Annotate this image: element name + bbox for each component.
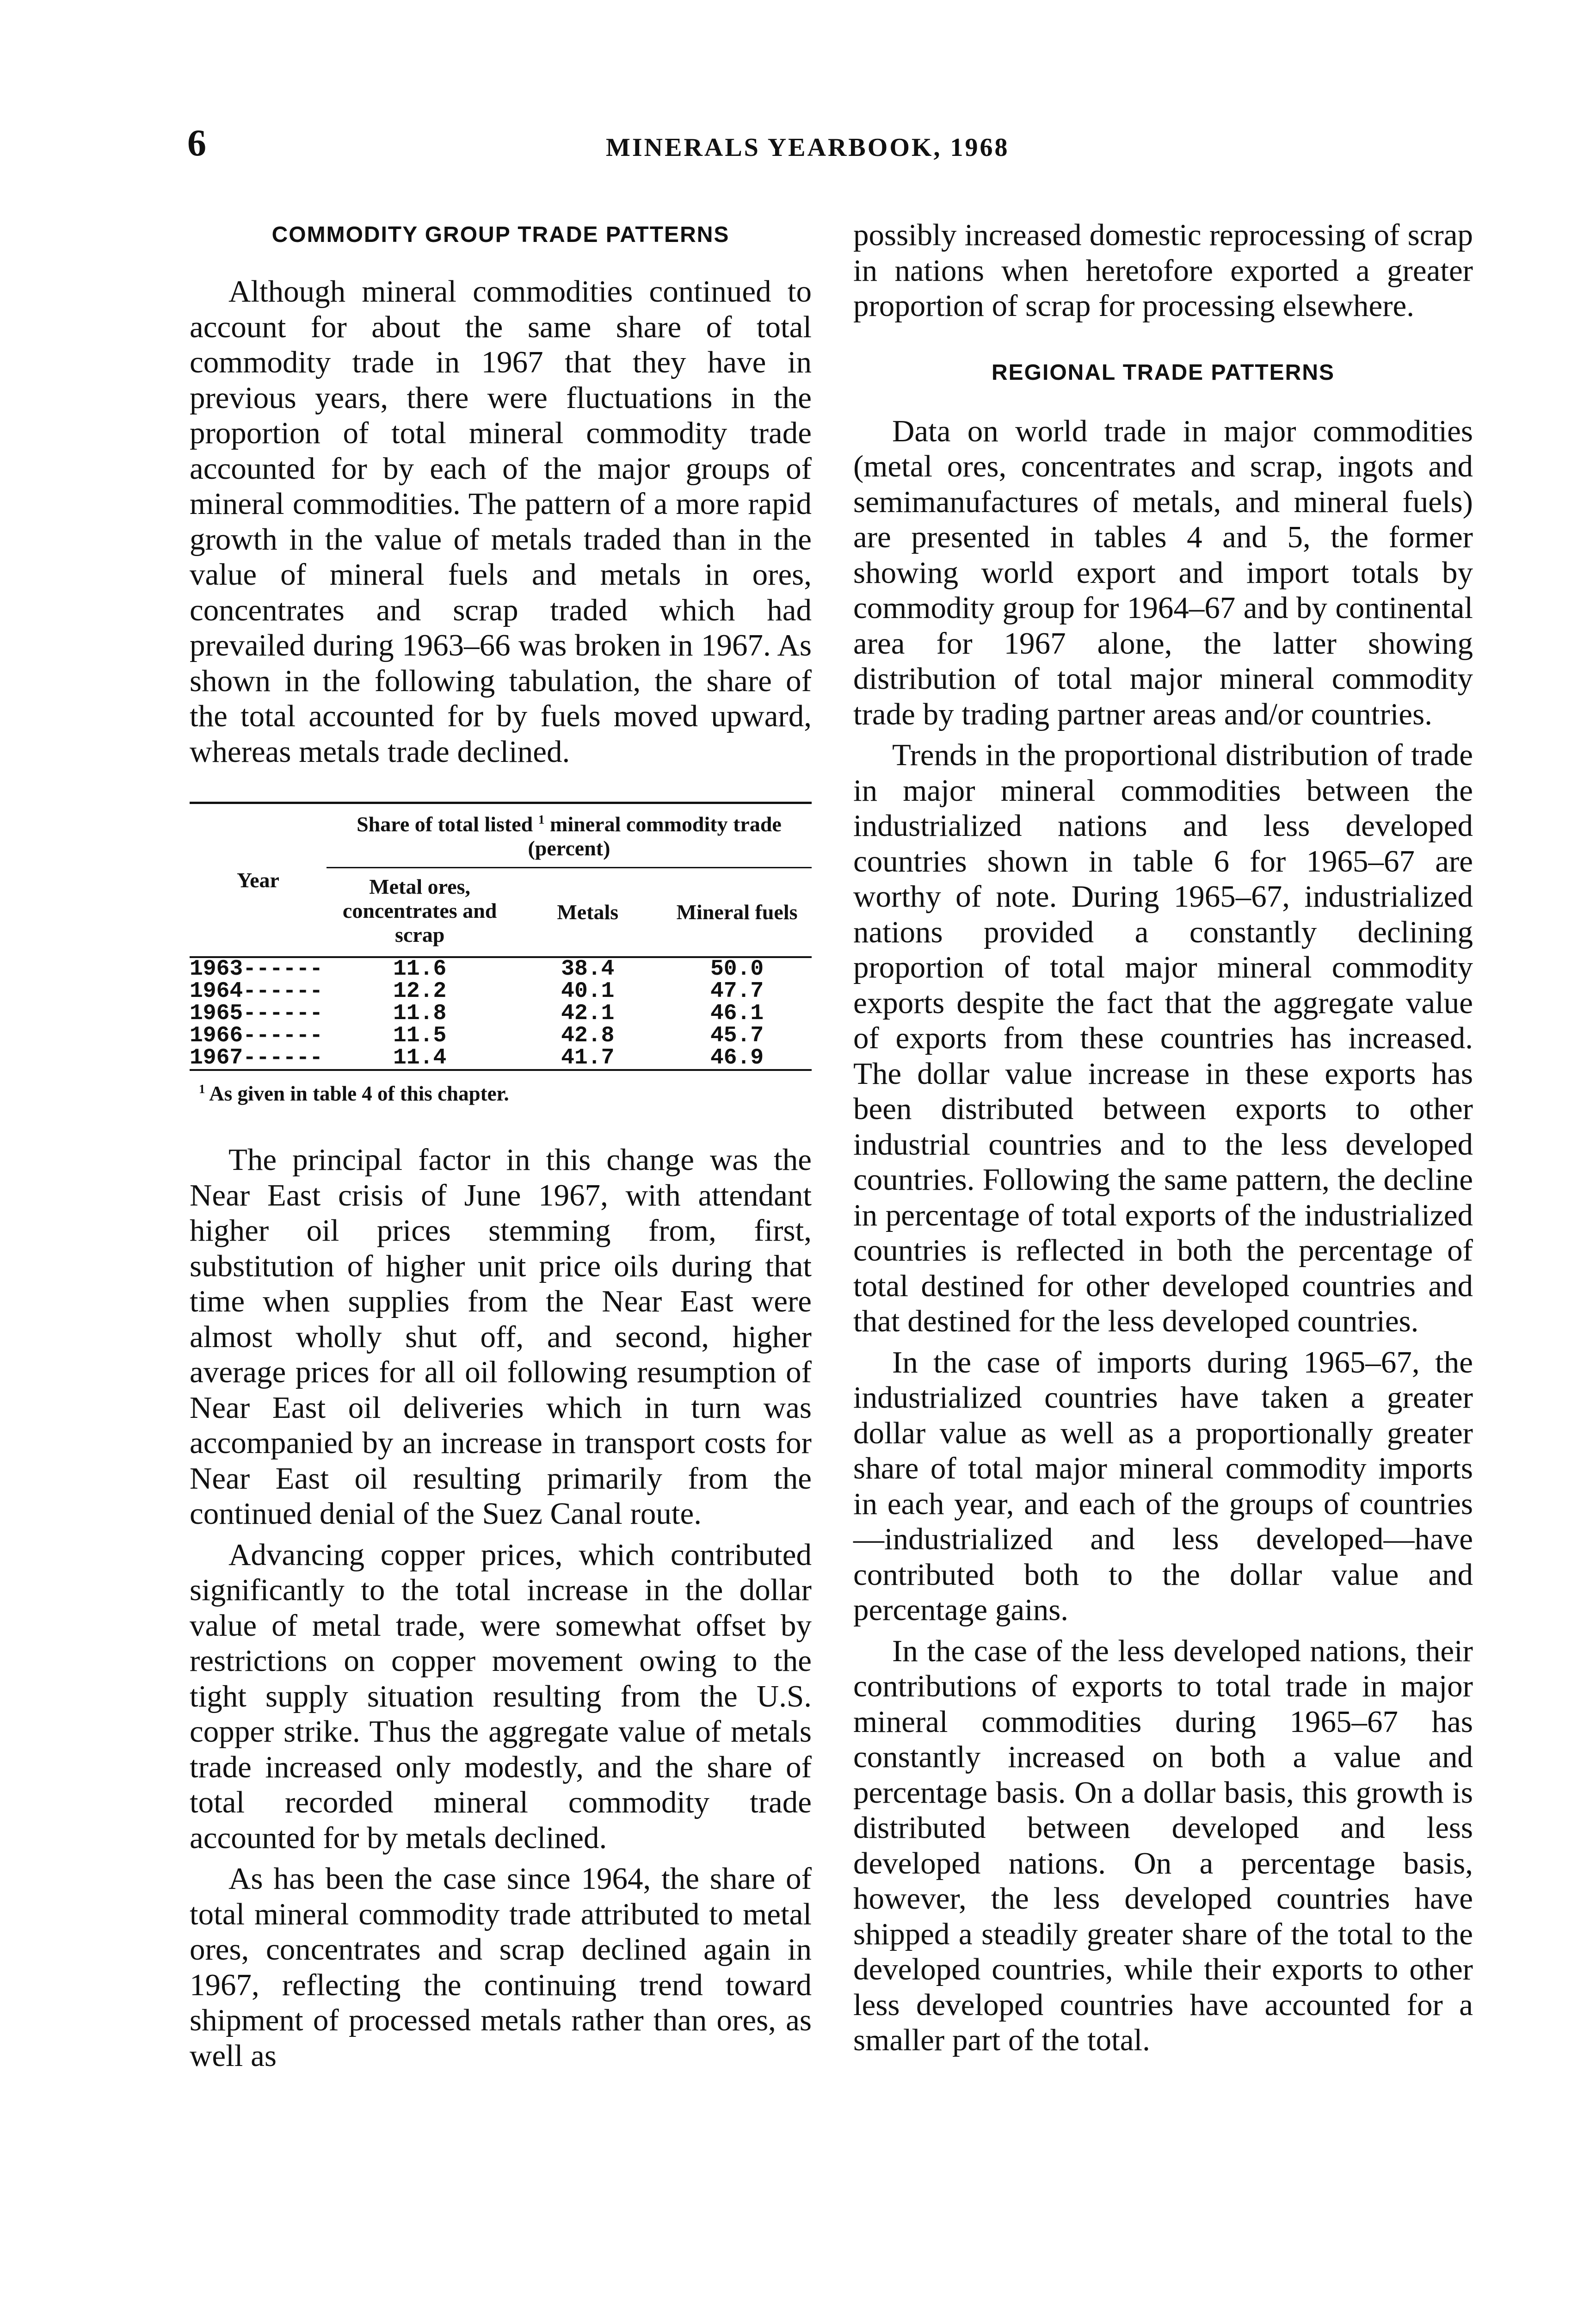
paragraph: Advancing copper prices, which contributed significantly to the total increase in the dollar value of metal trade, were somewhat offset by restrictions on copper movement owing to the tight supply situation resulting from the U.S. copper strike. Thus the aggregate value of metals trade increased only modestly, and the share of total recorded mineral commodity trade accounted for by metals declined. (190, 1537, 812, 1855)
metals-cell: 42.1 (561, 1001, 615, 1026)
paragraph: Data on world trade in major commodities (metal ores, concentrates and scrap, ingots and semimanufactures of metals, and mineral fuels) are presented in tables 4 and 5, the former showing world export and import totals by commodity group for 1964–67 and by continental area for 1967 alone, the latter showing distribution of total major mineral commodity trade by trading partner areas and/or countries. (853, 414, 1473, 731)
fuels-cell: 50.0 (710, 957, 764, 982)
running-head: MINERALS YEARBOOK, 1968 (606, 133, 1010, 162)
paragraph: Although mineral commodities continued to account for about the same share of total commodity trade in 1967 that they have in previous years, there were fluctuations in the proportion of total mineral commodity trade accounted for by each of the major groups of mineral commodities. The pattern of a more rapid growth in the value of metals traded than in the value of mineral fuels and metals in ores, concentrates and scrap traded which had prevailed during 1963–66 was broken in 1967. As shown in the following tabulation, the share of the total accounted for by fuels moved upward, whereas metals trade declined. (190, 274, 812, 769)
fuels-column-header: Mineral fuels (676, 900, 798, 924)
section-heading-commodity: COMMODITY GROUP TRADE PATTERNS (271, 223, 730, 247)
section-heading-regional: REGIONAL TRADE PATTERNS (991, 360, 1335, 385)
year-cell: 1966------ (190, 1023, 323, 1048)
table-row (190, 957, 812, 980)
year-cell: 1964------ (190, 979, 323, 1004)
left-column (190, 217, 812, 2073)
table-row (190, 980, 812, 1002)
group-header: Share of total listed $^1$ mineral commodity trade (percent) (327, 803, 812, 868)
paragraph: Trends in the proportional distribution of trade in major mineral commodities between the industrialized nations and less developed countries shown in table 6 for 1965–67 are worthy of note. During 1965–67, industrialized nations provided a constantly declining proportion of total major mineral commodity exports despite the fact that the aggregate value of exports from these countries has increased. The dollar value increase in these exports has been distributed between exports to other industrial countries and to the less developed countries. Following the same pattern, the decline in percentage of total exports of the industrialized countries is reflected in both the percentage of total destined for other developed countries and that destined for the less developed countries. (853, 738, 1473, 1338)
table-row (190, 1047, 812, 1070)
page-number: 6 (187, 122, 206, 164)
metal-ores-cell: 11.8 (393, 1001, 447, 1026)
paragraph: possibly increased domestic reprocessing of scrap in nations when heretofore exported a greater proportion of scrap for processing elsewhere. (853, 218, 1473, 323)
metals-cell: 40.1 (561, 979, 615, 1004)
metal-ores-column-header: Metal ores, concentrates and scrap (342, 875, 497, 946)
table-footnote: $^1$ As given in table 4 of this chapter. (199, 1082, 509, 1105)
metal-ores-cell: 11.4 (393, 1045, 447, 1070)
metal-ores-cell: 12.2 (393, 979, 447, 1004)
paragraph: As has been the case since 1964, the share of total mineral commodity trade attributed to metal ores, concentrates and scrap declined again in 1967, reflecting the continuing trend toward shipment of processed metals rather than ores, as well as (190, 1862, 812, 2073)
metals-cell: 41.7 (561, 1045, 615, 1070)
table-row (190, 1002, 812, 1025)
right-column (853, 217, 1473, 2058)
year-cell: 1967------ (190, 1045, 323, 1070)
year-column-header: Year (190, 803, 327, 958)
fuels-cell: 46.1 (710, 1001, 764, 1026)
metals-column-header: Metals (557, 900, 619, 924)
paragraph: In the case of the less developed nations, their contributions of exports to total trade in major mineral commodities during 1965–67 has constantly increased on both a value and percentage basis. On a dollar basis, this growth is distributed between developed and less developed nations. On a percentage basis, however, the less developed countries have shipped a steadily greater share of the total to the developed countries, while their exports to other less developed countries have accounted for a smaller part of the total. (853, 1633, 1473, 2057)
year-cell: 1965------ (190, 1001, 323, 1026)
year-cell: 1963------ (190, 957, 323, 982)
metal-ores-cell: 11.6 (393, 957, 447, 982)
table-row (190, 1025, 812, 1047)
fuels-cell: 46.9 (710, 1045, 764, 1070)
share-table (190, 802, 812, 1106)
metals-cell: 42.8 (561, 1023, 615, 1048)
footnote-marker: 1 (538, 812, 545, 827)
metal-ores-cell: 11.5 (393, 1023, 447, 1048)
fuels-cell: 47.7 (710, 979, 764, 1004)
metals-cell: 38.4 (561, 957, 615, 982)
paragraph: The principal factor in this change was the Near East crisis of June 1967, with attendant higher oil prices stemming from, first, substitution of higher unit price oils during that time when supplies from the Near East were almost wholly shut off, and second, higher average prices for all oil following resumption of Near East oil deliveries which in turn was accompanied by an increase in transport costs for Near East oil resulting primarily from the continued denial of the Suez Canal route. (190, 1143, 812, 1531)
fuels-cell: 45.7 (710, 1023, 764, 1048)
footnote-marker: 1 (199, 1082, 205, 1096)
paragraph: In the case of imports during 1965–67, the industrialized countries have taken a greater dollar value as well as a proportionally greater share of total major mineral commodity imports in each year, and each of the groups of countries—industrialized and less developed—have contributed both to the dollar value and percentage gains. (853, 1345, 1473, 1627)
